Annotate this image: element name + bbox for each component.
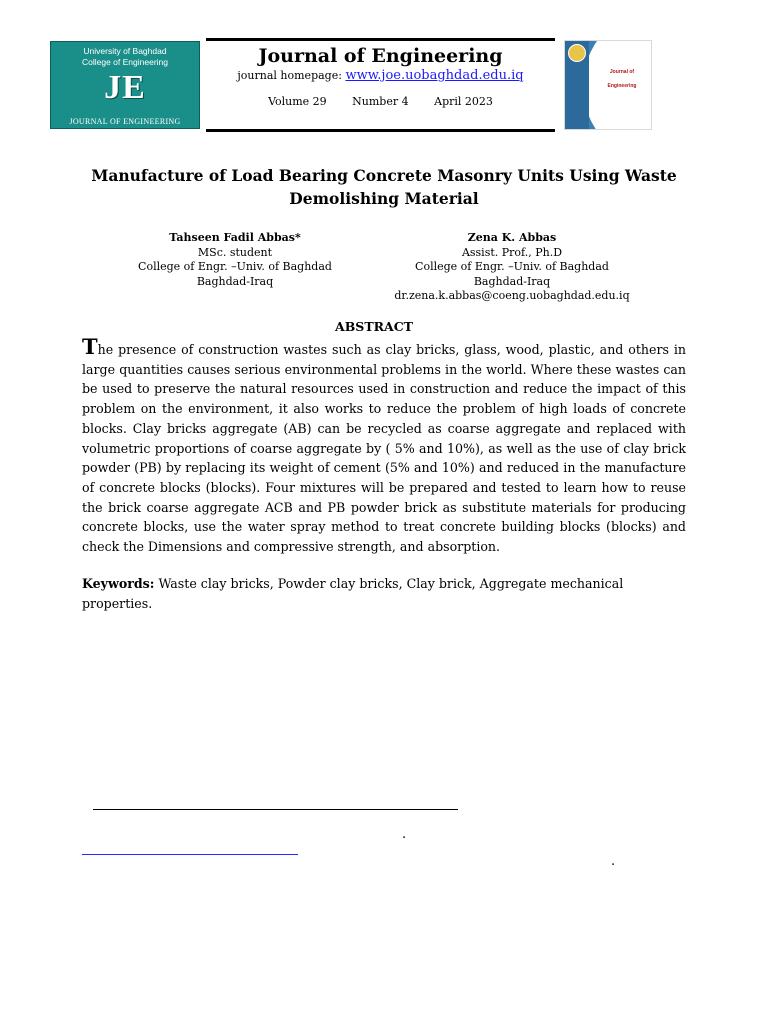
footnote-dot: . xyxy=(611,854,616,869)
keywords xyxy=(82,574,686,613)
logo-mark: JE xyxy=(104,69,146,106)
homepage-link[interactable]: www.joe.uobaghdad.edu.iq xyxy=(345,68,524,83)
author-affiliation: College of Engr. –Univ. of Baghdad xyxy=(415,260,609,273)
author-block-2 xyxy=(387,231,637,304)
author-name: Zena K. Abbas xyxy=(467,231,557,244)
journal-logo xyxy=(50,41,200,129)
logo-footer: JOURNAL OF ENGINEERING xyxy=(69,117,181,126)
keywords-label: Keywords: xyxy=(82,576,155,591)
issue-info xyxy=(206,95,555,108)
issue-date: April 2023 xyxy=(434,95,493,108)
author-email[interactable]: dr.zena.k.abbas@coeng.uobaghdad.edu.iq xyxy=(394,289,630,302)
logo-college: College of Engineering xyxy=(81,57,168,67)
author-position: Assist. Prof., Ph.D xyxy=(461,245,563,259)
paper-title: Manufacture of Load Bearing Concrete Masonry Units Using Waste Demolishing Material xyxy=(91,166,677,208)
author-position: MSc. student xyxy=(197,245,273,259)
volume: Volume 29 xyxy=(268,95,327,108)
journal-cover-thumbnail xyxy=(564,40,652,130)
author-location: Baghdad-Iraq xyxy=(473,274,551,288)
abstract-heading: ABSTRACT xyxy=(335,319,413,334)
abstract-body: he presence of construction wastes such as clay bricks, glass, wood, plastic, and others in large quantities causes serious environmental problems in the world. Where these wastes can be used to preserve the natural resources used in construction and reduce the impact of this problem on the environment, it also works to reduce the problem of high loads of concrete blocks. Clay bricks aggregate (AB) can be recycled as coarse aggregate and replaced with volumetric proportions of coarse aggregate by ( 5% and 10%), as well as the use of clay brick powder (PB) by replacing its weight of cement (5% and 10%) and reduced in the manufacture of concrete blocks (blocks). Four mixtures will be prepared and tested to learn how to reuse the brick coarse aggregate ACB and PB powder brick as substitute materials for producing concrete blocks, use the water spray method to treat concrete building blocks (blocks) and check the Dimensions and compressive strength, and absorption. xyxy=(82,342,686,555)
author-location: Baghdad-Iraq xyxy=(196,274,274,288)
footnote-dot: . xyxy=(402,827,407,842)
journal-banner xyxy=(206,38,555,132)
cover-label: Journal of Engineering xyxy=(595,65,649,79)
cover-seal-icon xyxy=(568,44,586,62)
journal-homepage xyxy=(206,68,555,84)
author-block-1 xyxy=(110,231,360,289)
homepage-label: journal homepage: xyxy=(237,69,342,82)
author-affiliation: College of Engr. –Univ. of Baghdad xyxy=(138,260,332,273)
author-name: Tahseen Fadil Abbas* xyxy=(169,231,301,244)
keywords-text: Waste clay bricks, Powder clay bricks, Clay brick, Aggregate mechanical properties. xyxy=(82,576,624,611)
issue-number: Number 4 xyxy=(352,95,409,108)
footnote-link-underline[interactable] xyxy=(82,854,298,855)
logo-university: University of Baghdad xyxy=(83,46,167,56)
journal-title: Journal of Engineering xyxy=(258,45,503,67)
abstract-dropcap: T xyxy=(82,334,98,359)
abstract-text xyxy=(82,334,686,557)
footnote-rule xyxy=(93,809,458,810)
